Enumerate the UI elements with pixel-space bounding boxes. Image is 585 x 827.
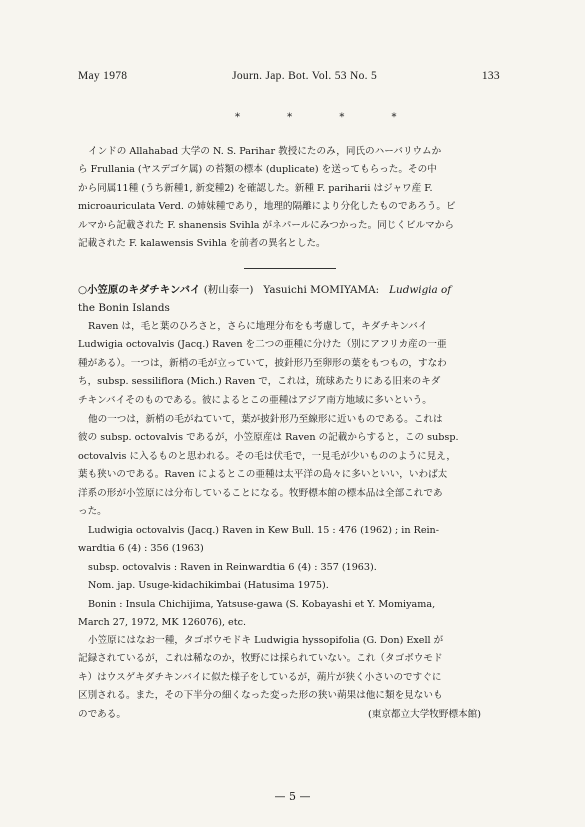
body-line: 記録されているが，これは稀なのか，牧野には採られていない。これ（タゴボウモド (78, 653, 443, 665)
body-line: 洋系の形が小笠原には分布していることになる。牧野標本館の標本品は全部これであ (78, 487, 443, 499)
paragraph-1 (78, 318, 498, 410)
body-line: キ）はウスゲキダチキンバイに似た様子をしているが，蒴片が狭く小さいのですぐに (78, 671, 442, 683)
citation-line: Ludwigia octovalvis (Jacq.) Raven in Kew Bull. 15 : 476 (1962) ; in Rein- (88, 525, 439, 536)
body-line: 小笠原にはなお一種，タゴボウモドキ Ludwigia hyssopifolia (G. Don) Exell が (88, 635, 444, 646)
citation-line: subsp. octovalvis : Raven in Reinwardtia 6 (4) : 357 (1963). (88, 561, 377, 573)
note-frullania (78, 143, 498, 253)
note-line: インドの Allahabad 大学の N. S. Parihar 教授にたのみ，同氏のハーバリウムか (88, 146, 442, 157)
body-line: 種がある）。一つは，新梢の毛が立っていて，披針形乃至卵形の葉をもつもの，すなわ (78, 357, 447, 369)
note-line: から同属11種 (うち新種1, 新変種2) を確認した。新種 F. pariharii はジャワ産 F. (78, 182, 433, 194)
body-line: 彼の subsp. octovalvis であるが，小笠原産は Raven の記載からすると，この subsp. (78, 432, 459, 444)
page-number: 133 (481, 70, 500, 82)
affiliation: (東京都立大学牧野標本館) (368, 708, 482, 720)
citation-line: Bonin : Insula Chichijima, Yatsuse-gawa (S. Kobayashi et Y. Momiyama, (88, 598, 436, 610)
body-line-end: のである。 (78, 708, 126, 720)
note-line: ルマから記載された F. shanensis Svihla がネパールにみつかった。同じくビルマから (78, 219, 454, 231)
citation-line: Nom. jap. Usuge-kidachikimbai (Hatusima 1975). (88, 580, 329, 592)
body-line: った。 (78, 506, 107, 518)
author-jp: (籾山泰一) (203, 284, 254, 296)
folio-page-number: — 5 — (274, 790, 311, 803)
article-divider (244, 268, 336, 269)
article-title-en: Ludwigia of (389, 284, 452, 296)
author-en: Yasuichi MOMIYAMA: (263, 284, 380, 296)
journal-citation: Journ. Jap. Bot. Vol. 53 No. 5 (232, 70, 378, 82)
article-title-jp: ○小笠原のキダチキンバイ (78, 284, 201, 296)
body-line: Ludwigia octovalvis (Jacq.) Raven を二つの亜種に分けた（別にアフリカ産の一亜 (78, 339, 447, 351)
body-line: チキンバイそのものである。彼によるとこの亜種はアジア南方地域に多いという。 (78, 394, 432, 406)
body-line: octovalvis に入るものと思われる。その毛は伏毛で，一見毛が少いもののように見え， (78, 450, 457, 462)
note-line: ら Frullania (ヤスデゴケ属) の苔類の標本 (duplicate) を送ってもらった。その中 (78, 164, 437, 176)
paragraph-3 (78, 632, 498, 724)
body-line: 他の一つは，新梢の毛がねていて，葉が披針形乃至線形に近いものである。これは (88, 414, 443, 425)
issue-date: May 1978 (78, 70, 128, 82)
body-line: 区別される。また，その下半分の細くなった変った形の狭い蒴果は他に類を見ないも (78, 690, 443, 702)
body-line-last (78, 706, 498, 724)
running-header (78, 70, 500, 86)
citation-line: wardtia 6 (4) : 356 (1963) (78, 543, 204, 555)
article-title-en-cont: the Bonin Islands (78, 302, 170, 315)
body-line: Raven は，毛と葉のひろさと，さらに地理分布をも考慮して，キダチキンバイ (88, 321, 428, 332)
paragraph-2 (78, 411, 498, 521)
section-separator-stars: * * * * (235, 112, 419, 123)
body-line: 葉も狭いのである。Raven によるとこの亜種は太平洋の島々に多いといい，いわば太 (78, 469, 448, 481)
note-line: microauriculata Verd. の姉妹種であり，地理的隔離により分化したものであろう。ビ (78, 201, 456, 213)
body-line: ち，subsp. sessiliflora (Mich.) Raven で，これは，琉球あたりにある旧来のキダ (78, 376, 441, 388)
citation-line: March 27, 1972, MK 126076), etc. (78, 617, 247, 629)
article-heading (78, 281, 498, 318)
note-line: 記載された F. kalawensis Svihla を前者の異名とした。 (78, 238, 326, 250)
citations (78, 522, 498, 632)
